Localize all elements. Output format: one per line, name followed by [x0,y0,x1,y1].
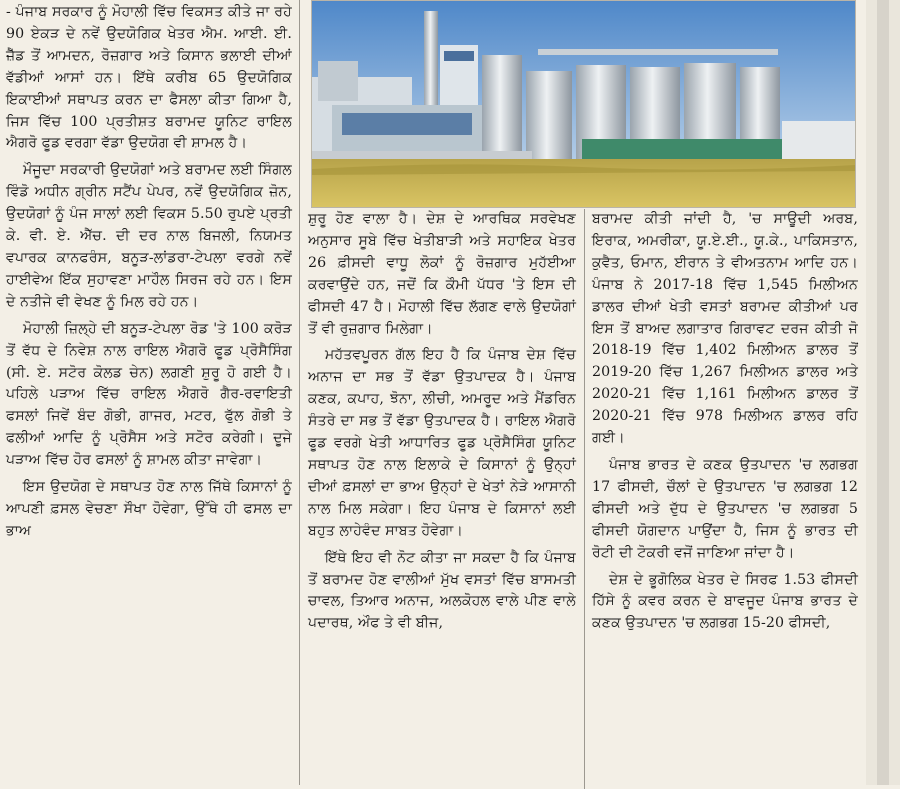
paragraph: ਮੌਜੂਦਾ ਸਰਕਾਰੀ ਉਦਯੋਗਾਂ ਅਤੇ ਬਰਾਮਦ ਲਈ ਸਿੰਗਲ ਵਿੰਡੋ ਅਧੀਨ ਗ੍ਰੀਨ ਸਟੈਂਪ ਪੇਪਰ, ਨਵੇਂ ਉਦਯੋਗਿਕ ਜ਼ੋਨ, ਉਦਯੋਗਾਂ ਨੂੰ ਪੰਜ ਸਾਲਾਂ ਲਈ ਵਿਕਸ 5.50 ਰੁਪਏ ਪ੍ਰਤੀ ਕੇ. ਵੀ. ਏ. ਐੱਚ. ਦੀ ਦਰ ਨਾਲ ਬਿਜਲੀ, ਨਿਯਮਤ ਵਪਾਰਕ ਕਾਨਫਰੰਸ, ਬਨੂੜ-ਲਾਂਡਰਾ-ਟੇਪਲਾ ਵਰਗੇ ਨਵੇਂ ਹਾਈਵੇਅ ਇੱਕ ਸੁਹਾਵਣਾ ਮਾਹੌਲ ਸਿਰਜ ਰਹੇ ਹਨ। ਇਸ ਦੇ ਨਤੀਜੇ ਵੀ ਵੇਖਣ ਨੂੰ ਮਿਲ ਰਹੇ ਹਨ। [6,162,292,310]
column-divider-1 [299,0,300,785]
column-divider-2 [584,209,585,789]
paragraph: ਇੱਥੇ ਇਹ ਵੀ ਨੋਟ ਕੀਤਾ ਜਾ ਸਕਦਾ ਹੈ ਕਿ ਪੰਜਾਬ ਤੋਂ ਬਰਾਮਦ ਹੋਣ ਵਾਲੀਆਂ ਮੁੱਖ ਵਸਤਾਂ ਵਿੱਚ ਬਾਸਮਤੀ ਚਾਵਲ, ਤਿਆਰ ਅਨਾਜ, ਅਲਕੋਹਲ ਵਾਲੇ ਪੀਣ ਵਾਲੇ ਪਦਾਰਥ, ਔਫ ਤੇ ਵੀ ਬੀਜ, [308,549,576,632]
paragraph: ਮੋਹਾਲੀ ਜ਼ਿਲ੍ਹੇ ਦੀ ਬਨੂੜ-ਟੇਪਲਾ ਰੋਡ 'ਤੇ 100 ਕਰੋੜ ਤੋਂ ਵੱਧ ਦੇ ਨਿਵੇਸ਼ ਨਾਲ ਰਾਇਲ ਐਗਰੋ ਫੂਡ ਪ੍ਰੋਸੈਸਿੰਗ (ਸੀ. ਏ. ਸਟੋਰ ਕੋਲਡ ਚੇਨ) ਲਗਣੀ ਸ਼ੁਰੂ ਹੋ ਗਈ ਹੈ। ਪਹਿਲੇ ਪੜਾਅ ਵਿੱਚ ਰਾਇਲ ਐਗਰੋ ਗੈਰ-ਰਵਾਇਤੀ ਫਸਲਾਂ ਜਿਵੇਂ ਬੰਦ ਗੋਭੀ, ਗਾਜਰ, ਮਟਰ, ਫੁੱਲ ਗੋਭੀ ਤੇ ਫਲੀਆਂ ਆਦਿ ਨੂੰ ਪ੍ਰੋਸੈਸ ਅਤੇ ਸਟੋਰ ਕਰੇਗੀ। ਦੂਜੇ ਪੜਾਅ ਵਿੱਚ ਹੋਰ ਫਸਲਾਂ ਨੂੰ ਸ਼ਾਮਲ ਕੀਤਾ ਜਾਵੇਗਾ। [6,320,292,469]
paragraph: ਬਰਾਮਦ ਕੀਤੀ ਜਾਂਦੀ ਹੈ, 'ਚ ਸਾਊਦੀ ਅਰਬ, ਇਰਾਕ, ਅਮਰੀਕਾ, ਯੂ.ਏ.ਈ., ਯੂ.ਕੇ., ਪਾਕਿਸਤਾਨ, ਕੁਵੈਤ, ਓਮਾਨ, ਈਰਾਨ ਤੇ ਵੀਅਤਨਾਮ ਆਦਿ ਹਨ। ਪੰਜਾਬ ਨੇ 2017-18 ਵਿੱਚ 1,545 ਮਿਲੀਅਨ ਡਾਲਰ ਦੀਆਂ ਖੇਤੀ ਵਸਤਾਂ ਬਰਾਮਦ ਕੀਤੀਆਂ ਪਰ ਇਸ ਤੋਂ ਬਾਅਦ ਲਗਾਤਾਰ ਗਿਰਾਵਟ ਦਰਜ ਕੀਤੀ ਜੋ 2018-19 ਵਿੱਚ 1,402 ਮਿਲੀਅਨ ਡਾਲਰ ਤੋਂ 2019-20 ਵਿੱਚ 1,267 ਮਿਲੀਅਨ ਡਾਲਰ ਅਤੇ 2020-21 ਵਿੱਚ 1,161 ਮਿਲੀਅਨ ਡਾਲਰ ਤੋਂ 2020-21 ਵਿੱਚ 978 ਮਿਲੀਅਨ ਡਾਲਰ ਰਹਿ ਗਈ। [592,211,858,447]
grain-silo-factory-photo [311,0,856,208]
article-column-1 [6,2,292,548]
article-column-2 [308,209,576,640]
paragraph: ਸ਼ੁਰੂ ਹੋਣ ਵਾਲਾ ਹੈ। ਦੇਸ਼ ਦੇ ਆਰਥਿਕ ਸਰਵੇਖਣ ਅਨੁਸਾਰ ਸੂਬੇ ਵਿੱਚ ਖੇਤੀਬਾੜੀ ਅਤੇ ਸਹਾਇਕ ਖੇਤਰ 26 ਫ਼ੀਸਦੀ ਵਾਧੂ ਲੋਕਾਂ ਨੂੰ ਰੋਜ਼ਗਾਰ ਮੁਹੱਈਆ ਕਰਵਾਉਂਦੇ ਹਨ, ਜਦੋਂ ਕਿ ਕੌਮੀ ਪੱਧਰ 'ਤੇ ਇਸ ਦੀ ਫੀਸਦੀ 47 ਹੈ। ਮੋਹਾਲੀ ਵਿੱਚ ਲੱਗਣ ਵਾਲੇ ਉਦਯੋਗਾਂ ਤੋਂ ਵੀ ਰੁਜ਼ਗਾਰ ਮਿਲੇਗਾ। [308,211,576,337]
paragraph: ਦੇਸ਼ ਦੇ ਭੂਗੋਲਿਕ ਖੇਤਰ ਦੇ ਸਿਰਫ 1.53 ਫੀਸਦੀ ਹਿੱਸੇ ਨੂੰ ਕਵਰ ਕਰਨ ਦੇ ਬਾਵਜੂਦ ਪੰਜਾਬ ਭਾਰਤ ਦੇ ਕਣਕ ਉਤਪਾਦਨ 'ਚ ਲਗਭਗ 15-20 ਫੀਸਦੀ, [592,571,858,632]
page-gutter-strip [877,0,889,785]
paragraph: - ਪੰਜਾਬ ਸਰਕਾਰ ਨੂੰ ਮੋਹਾਲੀ ਵਿੱਚ ਵਿਕਸਤ ਕੀਤੇ ਜਾ ਰਹੇ 90 ਏਕੜ ਦੇ ਨਵੇਂ ਉਦਯੋਗਿਕ ਖੇਤਰ ਐਮ. ਆਈ. ਈ. ਜ਼ੈੱਡ ਤੋਂ ਆਮਦਨ, ਰੋਜ਼ਗਾਰ ਅਤੇ ਕਿਸਾਨ ਭਲਾਈ ਦੀਆਂ ਵੱਡੀਆਂ ਆਸਾਂ ਹਨ। ਇੱਥੇ ਕਰੀਬ 65 ਉਦਯੋਗਿਕ ਇਕਾਈਆਂ ਸਥਾਪਤ ਕਰਨ ਦਾ ਫੈਸਲਾ ਕੀਤਾ ਗਿਆ ਹੈ, ਜਿਸ ਵਿੱਚ 100 ਪ੍ਰਤੀਸ਼ਤ ਬਰਾਮਦ ਯੂਨਿਟ ਰਾਇਲ ਐਗਰੋ ਫੂਡ ਵਰਗਾ ਵੱਡਾ ਉਦਯੋਗ ਵੀ ਸ਼ਾਮਲ ਹੈ। [6,4,292,152]
article-column-3 [592,209,858,640]
photo-illustration [312,1,855,207]
paragraph: ਪੰਜਾਬ ਭਾਰਤ ਦੇ ਕਣਕ ਉਤਪਾਦਨ 'ਚ ਲਗਭਗ 17 ਫੀਸਦੀ, ਚੌਲਾਂ ਦੇ ਉਤਪਾਦਨ 'ਚ ਲਗਭਗ 12 ਫੀਸਦੀ ਅਤੇ ਦੁੱਧ ਦੇ ਉਤਪਾਦਨ 'ਚ ਲਗਭਗ 5 ਫੀਸਦੀ ਯੋਗਦਾਨ ਪਾਉਂਦਾ ਹੈ, ਜਿਸ ਨੂੰ ਭਾਰਤ ਦੀ ਰੋਟੀ ਦੀ ਟੋਕਰੀ ਵਜੋਂ ਜਾਣਿਆ ਜਾਂਦਾ ਹੈ। [592,456,858,561]
paragraph: ਮਹੱਤਵਪੂਰਨ ਗੱਲ ਇਹ ਹੈ ਕਿ ਪੰਜਾਬ ਦੇਸ਼ ਵਿੱਚ ਅਨਾਜ ਦਾ ਸਭ ਤੋਂ ਵੱਡਾ ਉਤਪਾਦਕ ਹੈ। ਪੰਜਾਬ ਕਣਕ, ਕਪਾਹ, ਝੋਨਾ, ਲੀਚੀ, ਅਮਰੂਦ ਅਤੇ ਮੈਂਡਰਿਨ ਸੰਤਰੇ ਦਾ ਸਭ ਤੋਂ ਵੱਡਾ ਉਤਪਾਦਕ ਹੈ। ਰਾਇਲ ਐਗਰੋ ਫੂਡ ਵਰਗੇ ਖੇਤੀ ਆਧਾਰਿਤ ਫੂਡ ਪ੍ਰੋਸੈਸਿੰਗ ਯੂਨਿਟ ਸਥਾਪਤ ਹੋਣ ਨਾਲ ਇਲਾਕੇ ਦੇ ਕਿਸਾਨਾਂ ਨੂੰ ਉਨ੍ਹਾਂ ਦੀਆਂ ਫ਼ਸਲਾਂ ਦਾ ਭਾਅ ਉਨ੍ਹਾਂ ਦੇ ਖੇਤਾਂ ਨੇੜੇ ਆਸਾਨੀ ਨਾਲ ਮਿਲ ਸਕੇਗਾ। ਇਹ ਪੰਜਾਬ ਦੇ ਕਿਸਾਨਾਂ ਲਈ ਬਹੁਤ ਲਾਹੇਵੰਦ ਸਾਬਤ ਹੋਵੇਗਾ। [308,347,576,539]
paragraph: ਇਸ ਉਦਯੋਗ ਦੇ ਸਥਾਪਤ ਹੋਣ ਨਾਲ ਜਿੱਥੇ ਕਿਸਾਨਾਂ ਨੂੰ ਆਪਣੀ ਫ਼ਸਲ ਵੇਚਣਾ ਸੌਖਾ ਹੋਵੇਗਾ, ਉੱਥੇ ਹੀ ਫਸਲ ਦਾ ਭਾਅ [6,479,292,539]
